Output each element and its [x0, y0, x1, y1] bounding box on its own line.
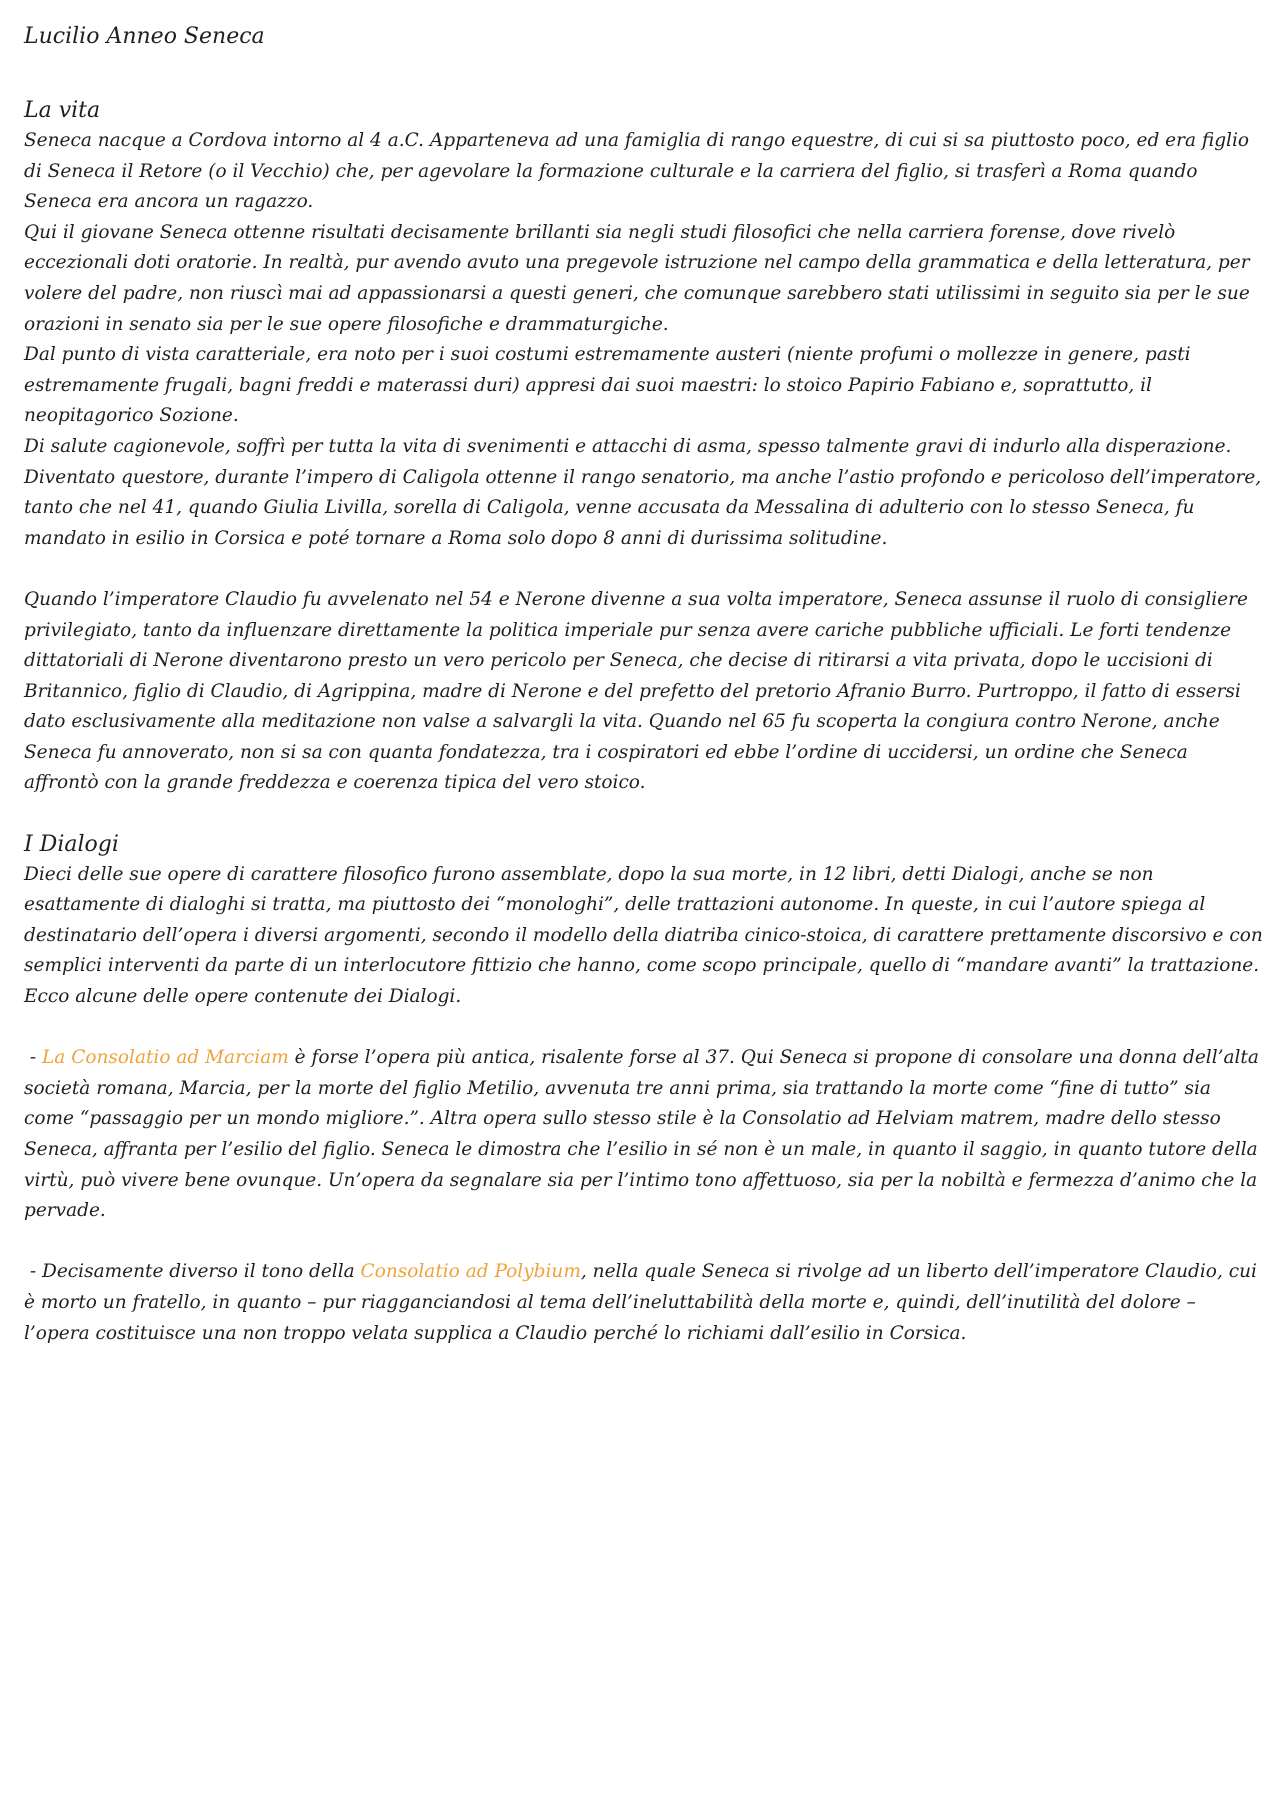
paragraph-vita-3: Dal punto di vista caratteriale, era noto per i suoi costumi estremamente austeri (niente profumi o mollezze in genere, pasti estremamente frugali, bagni freddi e materassi duri) appresi dai suoi maestri: lo stoico Papirio Fabiano e, soprattutto, il neopitagorico Sozione. [24, 344, 1191, 427]
paragraph-vita-5: Diventato questore, durante l’impero di Caligola ottenne il rango senatorio, ma anche l’astio profondo e pericoloso dell’imperatore, tanto che nel 41, quando Giulia Livilla, sorella di Caligola, venne accusata da Messalina di adulterio con lo stesso Seneca, fu mandato in esilio in Corsica e poté tornare a Roma solo dopo 8 anni di durissima solitudine. [24, 466, 1262, 549]
list-item-prefix: - Decisamente diverso il tono della [24, 1261, 361, 1283]
paragraph-spacer [24, 554, 1264, 585]
list-item-body: è forse l’opera più antica, risalente forse al 37. Qui Seneca si propone di consolare una donna dell’alta società romana, Marcia, per la morte del figlio Metilio, avvenuta tre anni prima, sia trattando la morte come “fine di tutto” sia come “passaggio per un mondo migliore.”. Altra opera sullo stesso stile è la Consolatio ad Helviam matrem, madre dello stesso Seneca, affranta per l’esilio del figlio. Seneca le dimostra che l’esilio in sé non è un male, in quanto il saggio, in quanto tutore della virtù, può vivere bene ovunque. Un’opera da segnalare sia per l’intimo tono affettuoso, sia per la nobiltà e fermezza d’animo che la pervade. [24, 1047, 1259, 1222]
document-page [24, 22, 1264, 1349]
paragraph-spacer [24, 1227, 1264, 1258]
document-title: Lucilio Anneo Seneca [24, 24, 265, 49]
paragraph-vita-1: Seneca nacque a Cordova intorno al 4 a.C. Apparteneva ad una famiglia di rango equestre, di cui si sa piuttosto poco, ed era figlio di Seneca il Retore (o il Vecchio) che, per agevolare la formazione culturale e la carriera del figlio, si trasferì a Roma quando Seneca era ancora un ragazzo. [24, 130, 1250, 213]
list-item-consolatio-marciam [24, 1043, 1264, 1227]
section-heading-dialogi: I Dialogi [24, 831, 119, 857]
highlighted-title-polybium: Consolatio ad Polybium [360, 1261, 581, 1283]
list-item-consolatio-polybium [24, 1257, 1264, 1349]
highlighted-title-marciam: La Consolatio ad Marciam [42, 1047, 289, 1069]
section-heading-vita: La vita [24, 98, 101, 123]
paragraph-spacer [24, 799, 1264, 830]
paragraph-vita-2: Qui il giovane Seneca ottenne risultati decisamente brillanti sia negli studi filosofici che nella carriera forense, dove rivelò eccezionali doti oratorie. In realtà, pur avendo avuto una pregevole istruzione nel campo della grammatica e della letteratura, per volere del padre, non riuscì mai ad appassionarsi a questi generi, che comunque sarebbero stati utilissimi in seguito sia per le sue orazioni in senato sia per le sue opere filosofiche e drammaturgiche. [24, 221, 1250, 335]
list-item-body: , nella quale Seneca si rivolge ad un liberto dell’imperatore Claudio, cui è morto un fratello, in quanto – pur riagganciandosi al tema dell’ineluttabilità della morte e, quindi, dell’inutilità del dolore – l’opera costituisce una non troppo velata supplica a Claudio perché lo richiami dall’esilio in Corsica. [24, 1261, 1257, 1344]
paragraph-vita-6: Quando l’imperatore Claudio fu avvelenato nel 54 e Nerone divenne a sua volta imperatore, Seneca assunse il ruolo di consigliere privilegiato, tanto da influenzare direttamente la politica imperiale pur senza avere cariche pubbliche ufficiali. Le forti tendenze dittatoriali di Nerone diventarono presto un vero pericolo per Seneca, che decise di ritirarsi a vita privata, dopo le uccisioni di Britannico, figlio di Claudio, di Agrippina, madre di Nerone e del prefetto del pretorio Afranio Burro. Purtroppo, il fatto di essersi dato esclusivamente alla meditazione non valse a salvargli la vita. Quando nel 65 fu scoperta la congiura contro Nerone, anche Seneca fu annoverato, non si sa con quanta fondatezza, tra i cospiratori ed ebbe l’ordine di uccidersi, un ordine che Seneca affrontò con la grande freddezza e coerenza tipica del vero stoico. [24, 588, 1248, 794]
paragraph-spacer [24, 1013, 1264, 1044]
paragraph-dialogi-intro: Dieci delle sue opere di carattere filosofico furono assemblate, dopo la sua morte, in 12 libri, detti Dialogi, anche se non esattamente di dialoghi si tratta, ma piuttosto dei “monologhi”, delle trattazioni autonome. In queste, in cui l’autore spiega al destinatario dell’opera i diversi argomenti, secondo il modello della diatriba cinico-stoica, di carattere prettamente discorsivo e con semplici interventi da parte di un interlocutore fittizio che hanno, come scopo principale, quello di “mandare avanti” la trattazione. Ecco alcune delle opere contenute dei Dialogi. [24, 863, 1263, 1008]
list-item-prefix: - [24, 1047, 43, 1069]
paragraph-vita-4: Di salute cagionevole, soffrì per tutta la vita di svenimenti e attacchi di asma, spesso talmente gravi di indurlo alla disperazione. [24, 435, 1232, 457]
